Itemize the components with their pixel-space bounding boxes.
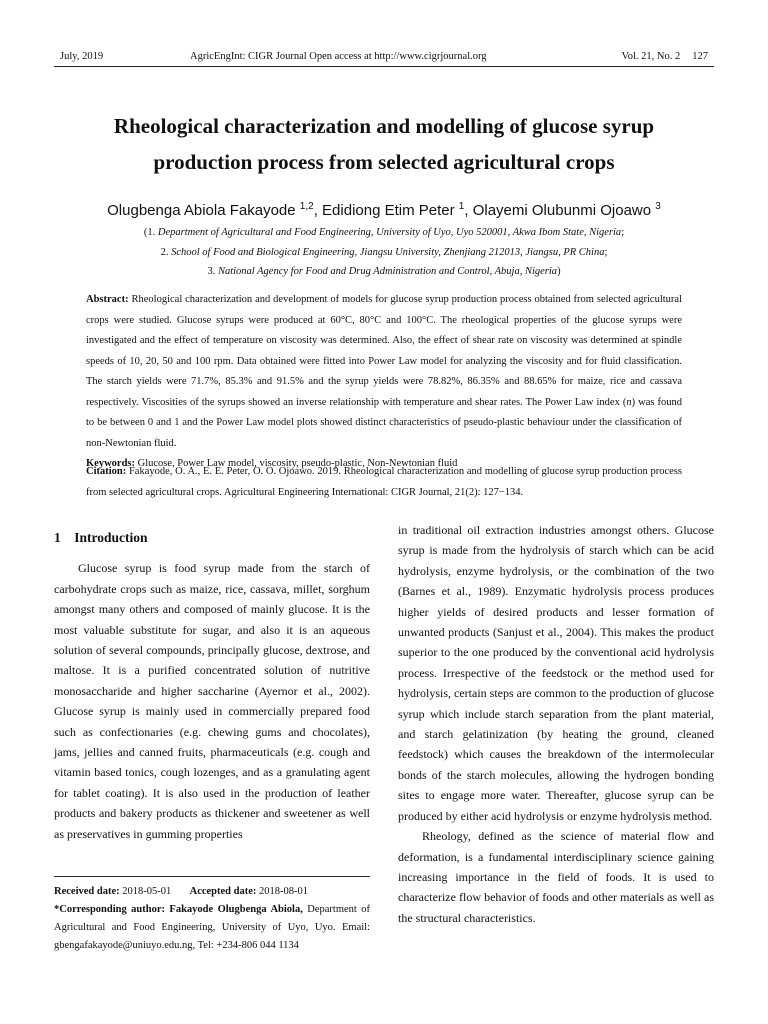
- paper-title-line1: Rheological characterization and modelling of glucose syrup: [113, 114, 655, 138]
- corresponding-author: [54, 901, 370, 955]
- affiliation-punct: ): [557, 266, 561, 277]
- abstract-block: [86, 290, 682, 475]
- header-date: July, 2019: [60, 51, 104, 62]
- abstract: [86, 290, 682, 454]
- citation-label: Citation:: [86, 466, 127, 477]
- affiliation-number: 2.: [160, 246, 172, 258]
- section-title: Introduction: [74, 530, 148, 545]
- affiliation-punct: ;: [621, 227, 625, 238]
- author-name: Olugbenga Abiola Fakayode: [107, 202, 296, 219]
- paragraph: Rheology, defined as the science of material flow and deformation, is a fundamental interdisciplinary science gaining increasing importance in the field of foods. It is used to characterize flow behavior of foods and other materials as well as the structural characteristics.: [398, 829, 714, 925]
- author-affiliation-mark: 1: [458, 201, 465, 212]
- citation-block: [86, 462, 682, 503]
- affiliation-line: [40, 243, 728, 263]
- paper-title: [40, 108, 728, 180]
- right-column: [398, 520, 714, 928]
- affiliation-line: [40, 223, 728, 243]
- section-heading: [54, 528, 370, 548]
- keywords-label: Keywords:: [86, 458, 135, 469]
- affiliation-line: [40, 262, 728, 282]
- paper-title-line2: production process from selected agricultural crops: [153, 150, 615, 174]
- footnote: [54, 876, 370, 955]
- affiliation-text: National Agency for Food and Drug Administration and Control, Abuja, Nigeria: [217, 266, 558, 277]
- author-affiliation-mark: 3: [655, 201, 661, 212]
- running-header: [54, 50, 714, 67]
- header-volume-page: [610, 50, 708, 64]
- received-label: Received date:: [54, 886, 120, 897]
- abstract-text-cont: ) was found to be between 0 and 1 and the Power Law model plots showed distinct characteristics of pseudo-plastic behaviour under the classification of non-Newtonian fluid.: [86, 396, 682, 449]
- abstract-text: Rheological characterization and development of models for glucose syrup production process obtained from selected agricultural crops were studied. Glucose syrups were produced at 60°C, 80°C and 100°C. The rheological properties of the glucose syrups were investigated and the effect of temperature on viscosity was determined. Also, the effect of shear rate on viscosity was determined at spindle speeds of 10, 20, 50 and 100 rpm. Data obtained were fitted into Power Law model for analyzing the viscosity and for fluid classification. The starch yields were 71.7%, 85.3% and 91.5% and the syrup yields were 78.82%, 86.35% and 88.65% for maize, rice and cassava respectively. Viscosities of the syrups showed an inverse relationship with temperature and shear rates. The Power Law index (: [86, 294, 682, 408]
- author-name: Edidiong Etim Peter: [322, 202, 455, 219]
- author-list: Olugbenga Abiola Fakayode $^{1,2}$, Edidiong Etim Peter $^1$, Olayemi Olubunmi Ojoawo $^3$: [107, 201, 661, 219]
- accepted-date: 2018-08-01: [256, 886, 309, 897]
- affiliation-number: (1.: [143, 227, 158, 238]
- paragraph: in traditional oil extraction industries amongst others. Glucose syrup is made from the hydrolysis of starch which can be acid hydrolysis, enzyme hydrolysis, or the combination of the two (Barnes et al., 1989). Enzymatic hydrolysis process produces higher yields of desired products and lesser formation of unwanted products (Sanjust et al., 2004). This makes the product superior to the one produced by the conventional acid hydrolysis process. Irrespective of the feedstock or the method used for hydrolysis, certain steps are common to the production of glucose syrup which include starch separation from the plant material, and starch gelatinization (by heating the ground, cleaned feedstock) which causes the breakdown of the intermolecular bonds of the starch molecules, allowing the hydrogen bonding sites to engage more water. Thereafter, glucose syrup can be produced by either acid hydrolysis or enzyme hydrolysis method.: [398, 523, 714, 823]
- corresponding-details: Department of Agricultural and Food Engineering, University of Uyo, Uyo. Email: gbengafakayode@uniuyo.edu.ng, Tel: +234-806 044 1134: [54, 904, 371, 951]
- abstract-label: Abstract:: [86, 294, 129, 305]
- footnote-dates: [54, 883, 370, 901]
- keywords-text: Glucose, Power Law model, viscosity, pseudo-plastic, Non-Newtonian fluid: [135, 458, 458, 469]
- received-date: 2018-05-01: [119, 886, 172, 897]
- affiliations: [40, 223, 728, 282]
- affiliation-number: 3.: [207, 266, 218, 277]
- corresponding-label: *Corresponding author: Fakayode Olugbenga Abiola,: [54, 904, 303, 915]
- header-volume: Vol. 21, No. 2: [621, 51, 681, 62]
- section-number: 1: [54, 530, 61, 545]
- header-journal: AgricEngInt: CIGR Journal Open access at http://www.cigrjournal.org: [190, 51, 487, 62]
- left-column: [54, 520, 370, 844]
- affiliation-punct: ;: [604, 246, 608, 258]
- author-name: Olayemi Olubunmi Ojoawo: [472, 202, 652, 219]
- power-law-index-symbol: n: [626, 396, 632, 408]
- affiliation-text: School of Food and Biological Engineering, Jiangsu University, Zhenjiang 212013, Jiangsu, PR China: [171, 246, 605, 258]
- citation-text: Fakayode, O. A., E. E. Peter, O. O. Ojoawo. 2019. Rheological characterization and modelling of glucose syrup production process from selected agricultural crops. Agricultural Engineering International: CIGR Journal, 21(2): 127−134.: [86, 466, 682, 498]
- author-affiliation-mark: 1,2: [299, 201, 314, 212]
- affiliation-text: Department of Agricultural and Food Engineering, University of Uyo, Uyo 520001, Akwa Ibom State, Nigeria: [157, 227, 622, 238]
- accepted-label: Accepted date:: [189, 886, 257, 897]
- header-page-number: 127: [692, 51, 708, 62]
- paragraph: Glucose syrup is food syrup made from the starch of carbohydrate crops such as maize, rice, cassava, millet, sorghum amongst many others and composed of mainly glucose. It is the most valuable substitute for sugar, and also it is an aqueous solution of several compounds, principally glucose, dextrose, and maltose. It is a purified concentrated solution of nutritive monosaccharide and higher saccharine (Ayernor et al., 2002). Glucose syrup is mainly used in commercially prepared food such as confectionaries (e.g. chewing gums and chocolates), jams, jellies and canned fruits, pharmaceuticals (e.g. cough and vitamin based tonics, cough lozenges, and as a granulating agent for tablet coating). It is also used in the production of leather products and bakery products as thickener and sweetener as well as preservatives in gumming properties: [54, 561, 370, 841]
